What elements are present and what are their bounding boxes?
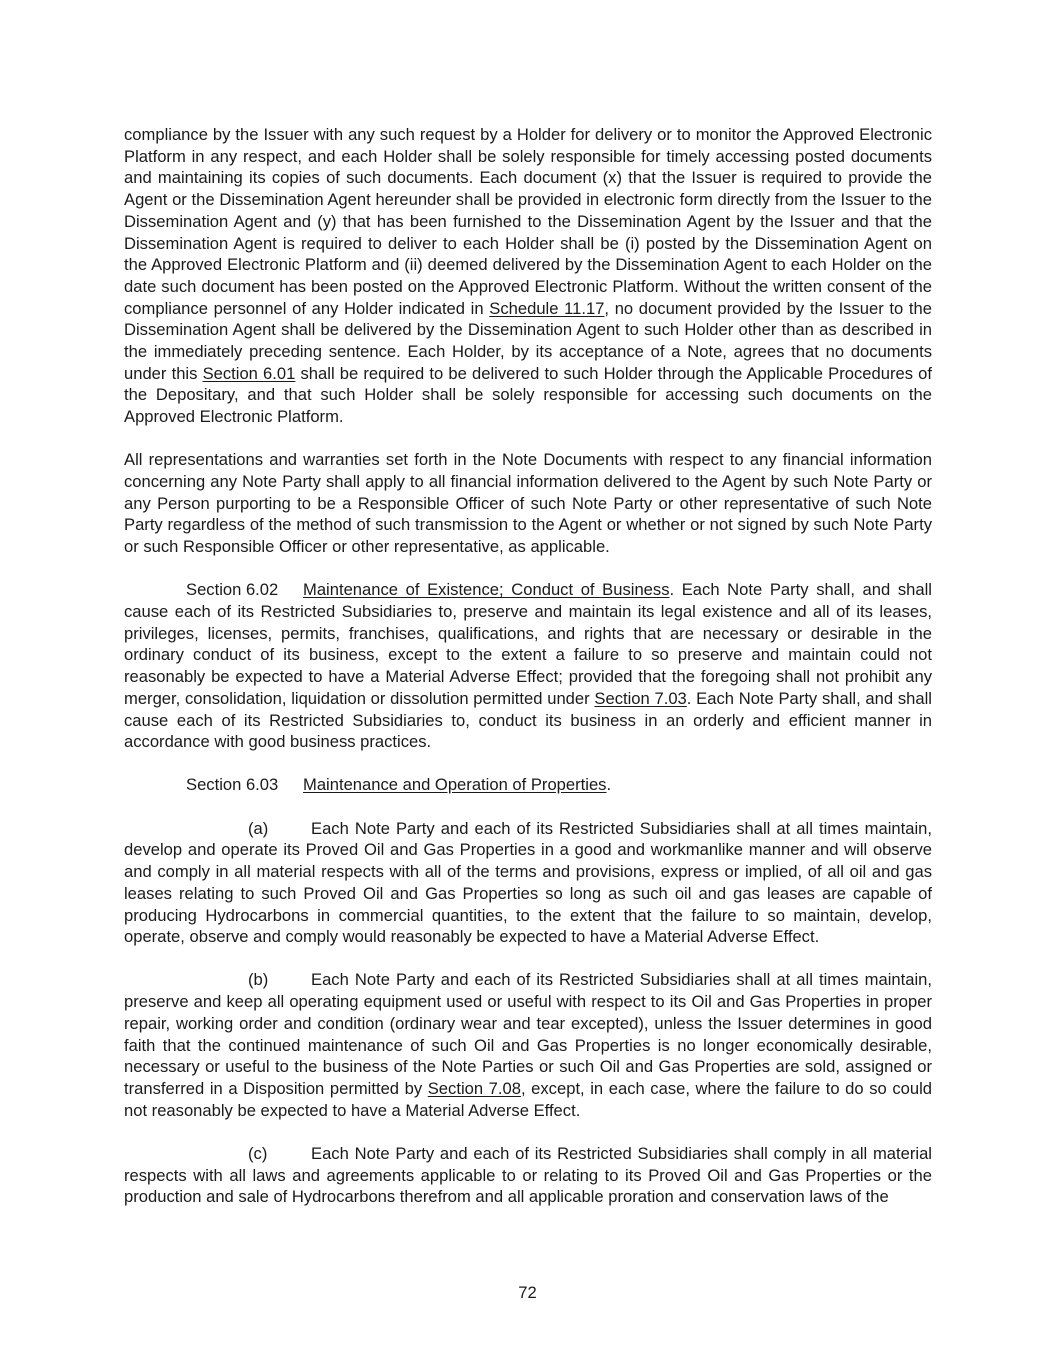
text-run: compliance by the Issuer with any such request by a Holder for delivery or to monitor the Approved Electronic Platform in any respect, and each Holder shall be solely responsible for timely accessing posted documents and maintaining its copies of such documents. Each document (x) that the Issuer is required to provide the Agent or the Dissemination Agent hereunder shall be provided in electronic form directly from the Issuer to the Dissemination Agent and (y) that has been furnished to the Dissemination Agent by the Issuer and that the Dissemination Agent is required to deliver to each Holder shall be (i) posted by the Dissemination Agent on the Approved Electronic Platform and (ii) deemed delivered by the Dissemination Agent to each Holder on the date such document has been posted on the Approved Electronic Platform. Without the written consent of the compliance personnel of any Holder indicated in [124,125,932,318]
section-6-02 [124,579,932,753]
page-number: 72 [518,1283,537,1302]
section-reference: Section 7.03 [594,688,687,708]
clause-label: (b) [248,970,269,990]
clause-label: (a) [248,818,269,838]
text-run: shall be required to be delivered to such Holder through the Applicable Procedures of the Depositary, and that such Holder shall be solely responsible for accessing such documents on the Approved Electronic Platform. [124,363,932,427]
section-title: Maintenance of Existence; Conduct of Business [303,580,670,600]
text-run: . Each Note Party shall, and shall cause each of its Restricted Subsidiaries to, conduct its business in an orderly and efficient manner in accordance with good business practices. [124,688,932,752]
text-run: Each Note Party and each of its Restricted Subsidiaries shall comply in all material respects with all laws and agreements applicable to or relating to its Proved Oil and Gas Properties or the production and sale of Hydrocarbons therefrom and all applicable proration and conservation laws of the [124,1143,932,1207]
text-run: , except, in each case, where the failure to do so could not reasonably be expected to have a Material Adverse Effect. [124,1078,932,1120]
paragraph-representations: All representations and warranties set forth in the Note Documents with respect to any financial information concerning any Note Party shall apply to all financial information delivered to the Agent by such Note Party or any Person purporting to be a Responsible Officer of such Note Party or other representative of such Note Party regardless of the method of such transmission to the Agent or whether or not signed by such Note Party or such Responsible Officer or other representative, as applicable. [124,450,932,557]
clause-b [124,969,932,1121]
section-reference: Section 6.01 [202,363,296,383]
text-run: , no document provided by the Issuer to the Dissemination Agent shall be delivered by the Dissemination Agent to such Holder other than as described in the immediately preceding sentence. Each Holder, by its acceptance of a Note, agrees that no documents under this [124,298,932,383]
section-6-03-heading [124,774,932,796]
text-run: Each Note Party and each of its Restricted Subsidiaries shall at all times maintain, preserve and keep all operating equipment used or useful with respect to its Oil and Gas Properties in proper repair, working order and condition (ordinary wear and tear excepted), unless the Issuer determines in good faith that the continued maintenance of such Oil and Gas Properties is no longer economically desirable, necessary or useful to the business of the Note Parties or such Oil and Gas Properties are sold, assigned or transferred in a Disposition permitted by [124,970,932,1098]
document-page [124,124,932,1229]
paragraph-dissemination [124,124,932,428]
section-reference: Section 7.08 [427,1078,521,1098]
clause-label: (c) [248,1143,268,1163]
schedule-reference: Schedule 11.17 [489,298,605,318]
clause-a [124,818,932,948]
text-run: . [606,775,612,795]
text-run: Each Note Party and each of its Restricted Subsidiaries shall at all times maintain, develop and operate its Proved Oil and Gas Properties in a good and workmanlike manner and will observe and comply in all material respects with all of the terms and provisions, express or implied, of all oil and gas leases relating to such Proved Oil and Gas Properties so long as such oil and gas leases are capable of producing Hydrocarbons in commercial quantities, to the extent that the failure to so maintain, develop, operate, observe and comply would reasonably be expected to have a Material Adverse Effect. [124,818,932,947]
clause-c [124,1143,932,1208]
section-number: Section 6.02 [186,580,279,600]
section-title: Maintenance and Operation of Properties [303,775,607,795]
text-run: . Each Note Party shall, and shall cause each of its Restricted Subsidiaries to, preserve and maintain its legal existence and all of its leases, privileges, licenses, permits, franchises, qualifications, and rights that are necessary or desirable in the ordinary conduct of its business, except to the extent a failure to so preserve and maintain could not reasonably be expected to have a Material Adverse Effect; provided that the foregoing shall not prohibit any merger, consolidation, liquidation or dissolution permitted under [124,580,932,708]
section-number: Section 6.03 [186,775,279,795]
